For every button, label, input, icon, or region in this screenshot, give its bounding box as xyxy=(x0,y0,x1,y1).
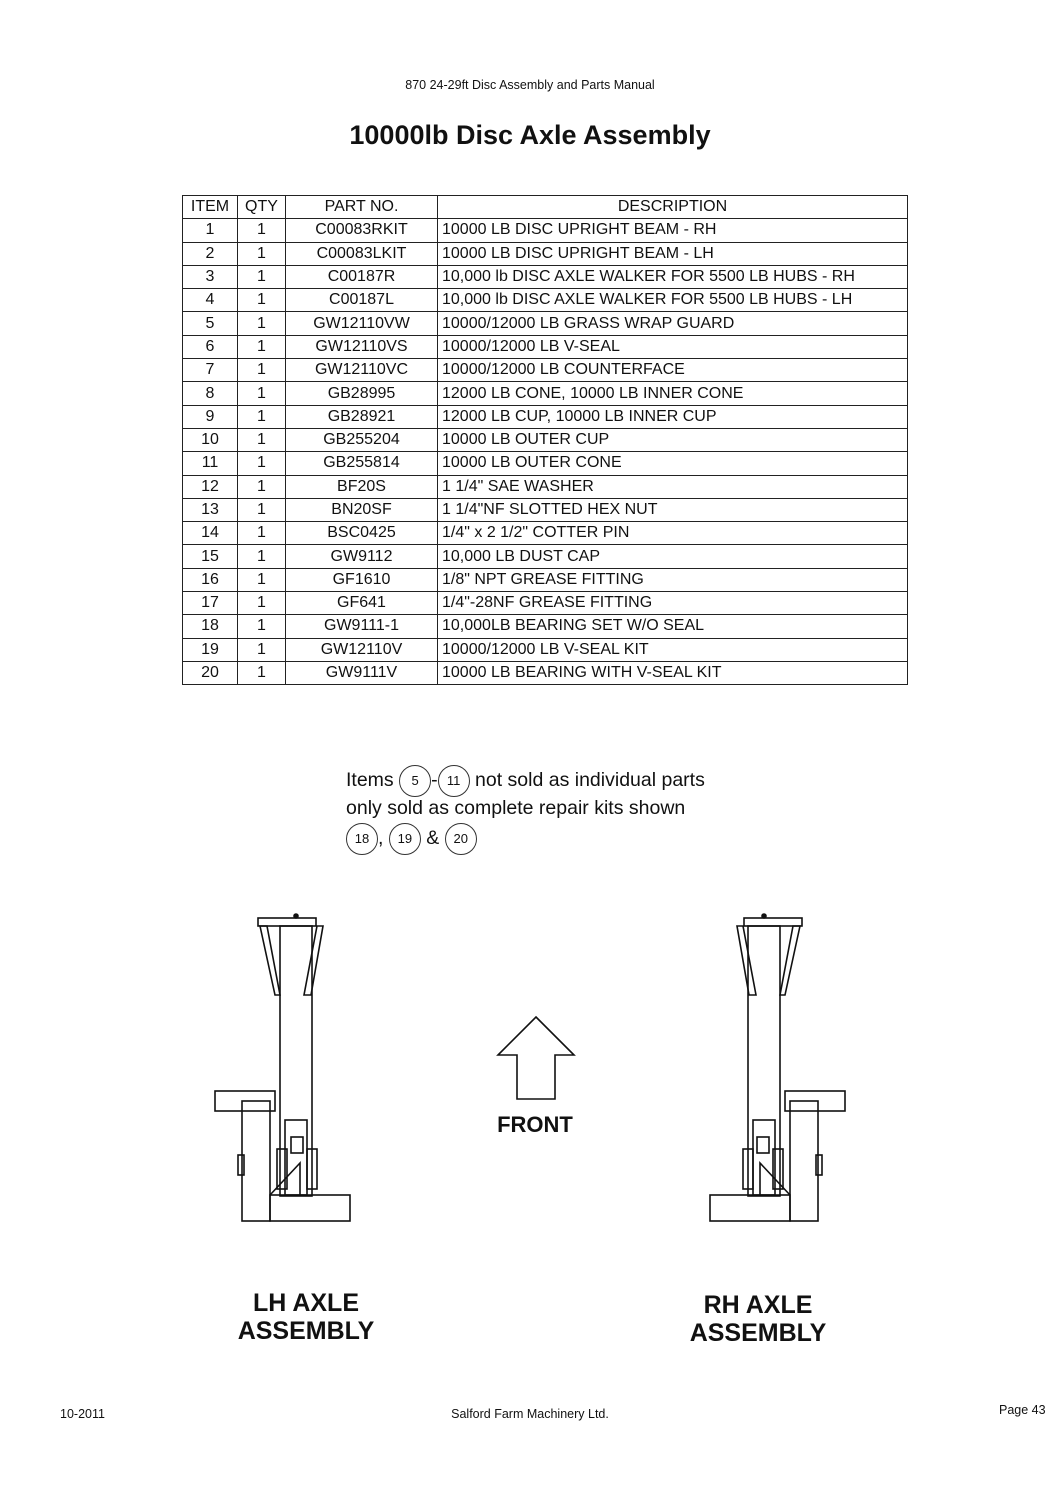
cell-part-no: GW9112 xyxy=(286,545,438,568)
cell-qty: 1 xyxy=(238,522,286,545)
lh-axle-assembly-label xyxy=(206,1289,406,1345)
column-header-description: DESCRIPTION xyxy=(438,196,908,219)
item-balloon: 5 xyxy=(399,765,431,797)
table-row xyxy=(183,428,908,451)
footer-company: Salford Farm Machinery Ltd. xyxy=(451,1407,609,1421)
cell-description: 10,000 lb DISC AXLE WALKER FOR 5500 LB HUBS - RH xyxy=(438,265,908,288)
item-balloon: 19 xyxy=(389,823,421,855)
lh-label-line-2: ASSEMBLY xyxy=(237,1317,375,1345)
cell-part-no: BF20S xyxy=(286,475,438,498)
cell-part-no: GF641 xyxy=(286,592,438,615)
cell-description: 10,000 lb DISC AXLE WALKER FOR 5500 LB HUBS - LH xyxy=(438,289,908,312)
cell-qty: 1 xyxy=(238,638,286,661)
note-items-word: Items xyxy=(346,769,394,792)
cell-part-no: GF1610 xyxy=(286,568,438,591)
cell-part-no: GW12110VC xyxy=(286,359,438,382)
cell-description: 1 1/4" SAE WASHER xyxy=(438,475,908,498)
note-line-2: only sold as complete repair kits shown xyxy=(346,797,686,819)
cell-part-no: C00083RKIT xyxy=(286,219,438,242)
table-row xyxy=(183,359,908,382)
table-row xyxy=(183,265,908,288)
table-row xyxy=(183,568,908,591)
page-title: 10000lb Disc Axle Assembly xyxy=(349,120,711,150)
cell-item: 14 xyxy=(183,522,238,545)
cell-qty: 1 xyxy=(238,661,286,684)
table-row xyxy=(183,452,908,475)
cell-part-no: GB255204 xyxy=(286,428,438,451)
cell-qty: 1 xyxy=(238,335,286,358)
lh-axle-drawing xyxy=(205,905,365,1245)
cell-part-no: GB255814 xyxy=(286,452,438,475)
cell-description: 10000/12000 LB V-SEAL KIT xyxy=(438,638,908,661)
note-line-1-tail: not sold as individual parts xyxy=(475,769,705,792)
rh-label-line-2: ASSEMBLY xyxy=(689,1319,827,1347)
cell-description: 10,000 LB DUST CAP xyxy=(438,545,908,568)
table-row xyxy=(183,638,908,661)
table-row xyxy=(183,615,908,638)
table-row xyxy=(183,382,908,405)
cell-description: 12000 LB CONE, 10000 LB INNER CONE xyxy=(438,382,908,405)
cell-qty: 1 xyxy=(238,475,286,498)
cell-description: 10000/12000 LB V-SEAL xyxy=(438,335,908,358)
cell-qty: 1 xyxy=(238,498,286,521)
cell-part-no: GW12110VS xyxy=(286,335,438,358)
front-arrow-icon xyxy=(494,1014,578,1102)
manual-header: 870 24-29ft Disc Assembly and Parts Manual xyxy=(405,78,655,92)
rh-axle-assembly-label xyxy=(658,1291,858,1347)
cell-item: 4 xyxy=(183,289,238,312)
table-row xyxy=(183,475,908,498)
cell-item: 7 xyxy=(183,359,238,382)
cell-part-no: GW9111V xyxy=(286,661,438,684)
cell-description: 1/4"-28NF GREASE FITTING xyxy=(438,592,908,615)
cell-part-no: C00187R xyxy=(286,265,438,288)
cell-qty: 1 xyxy=(238,592,286,615)
cell-qty: 1 xyxy=(238,568,286,591)
item-balloon: 20 xyxy=(445,823,477,855)
cell-item: 16 xyxy=(183,568,238,591)
footer-page-number: Page 43 xyxy=(999,1403,1046,1417)
table-row xyxy=(183,219,908,242)
table-row xyxy=(183,312,908,335)
lh-label-line-1: LH AXLE xyxy=(252,1289,360,1317)
cell-item: 2 xyxy=(183,242,238,265)
cell-description: 10000 LB OUTER CONE xyxy=(438,452,908,475)
table-row xyxy=(183,522,908,545)
cell-qty: 1 xyxy=(238,359,286,382)
cell-description: 10000 LB DISC UPRIGHT BEAM - RH xyxy=(438,219,908,242)
cell-qty: 1 xyxy=(238,615,286,638)
cell-item: 6 xyxy=(183,335,238,358)
cell-item: 11 xyxy=(183,452,238,475)
item-balloon: 18 xyxy=(346,823,378,855)
cell-item: 15 xyxy=(183,545,238,568)
cell-item: 17 xyxy=(183,592,238,615)
cell-part-no: C00187L xyxy=(286,289,438,312)
table-row xyxy=(183,498,908,521)
rh-label-line-1: RH AXLE xyxy=(703,1291,813,1319)
column-header-qty: QTY xyxy=(238,196,286,219)
table-header-row xyxy=(183,196,908,219)
note-line-1 xyxy=(346,765,705,797)
cell-part-no: GW12110VW xyxy=(286,312,438,335)
cell-part-no: BSC0425 xyxy=(286,522,438,545)
cell-description: 10000/12000 LB GRASS WRAP GUARD xyxy=(438,312,908,335)
cell-item: 19 xyxy=(183,638,238,661)
cell-description: 10000 LB OUTER CUP xyxy=(438,428,908,451)
cell-item: 10 xyxy=(183,428,238,451)
note-comma: , xyxy=(378,827,384,850)
note-ampersand: & xyxy=(426,827,440,850)
cell-qty: 1 xyxy=(238,312,286,335)
cell-part-no: C00083LKIT xyxy=(286,242,438,265)
cell-item: 3 xyxy=(183,265,238,288)
cell-qty: 1 xyxy=(238,382,286,405)
table-row xyxy=(183,335,908,358)
cell-description: 1/4" x 2 1/2" COTTER PIN xyxy=(438,522,908,545)
table-row xyxy=(183,242,908,265)
cell-description: 10000 LB BEARING WITH V-SEAL KIT xyxy=(438,661,908,684)
cell-description: 1/8" NPT GREASE FITTING xyxy=(438,568,908,591)
note-line-3 xyxy=(346,823,477,855)
parts-table-body xyxy=(183,219,908,685)
cell-part-no: BN20SF xyxy=(286,498,438,521)
note-dash: - xyxy=(431,769,438,792)
cell-description: 10,000LB BEARING SET W/O SEAL xyxy=(438,615,908,638)
cell-description: 10000/12000 LB COUNTERFACE xyxy=(438,359,908,382)
cell-item: 20 xyxy=(183,661,238,684)
table-row xyxy=(183,405,908,428)
cell-qty: 1 xyxy=(238,405,286,428)
column-header-part-no: PART NO. xyxy=(286,196,438,219)
item-balloon: 11 xyxy=(438,765,470,797)
cell-qty: 1 xyxy=(238,452,286,475)
column-header-item: ITEM xyxy=(183,196,238,219)
rh-axle-drawing xyxy=(695,905,855,1245)
cell-part-no: GB28995 xyxy=(286,382,438,405)
cell-description: 10000 LB DISC UPRIGHT BEAM - LH xyxy=(438,242,908,265)
cell-qty: 1 xyxy=(238,428,286,451)
cell-part-no: GW9111-1 xyxy=(286,615,438,638)
cell-part-no: GB28921 xyxy=(286,405,438,428)
cell-description: 1 1/4"NF SLOTTED HEX NUT xyxy=(438,498,908,521)
cell-item: 9 xyxy=(183,405,238,428)
cell-description: 12000 LB CUP, 10000 LB INNER CUP xyxy=(438,405,908,428)
table-row xyxy=(183,592,908,615)
cell-item: 1 xyxy=(183,219,238,242)
table-row xyxy=(183,289,908,312)
cell-qty: 1 xyxy=(238,289,286,312)
cell-qty: 1 xyxy=(238,242,286,265)
cell-qty: 1 xyxy=(238,545,286,568)
cell-qty: 1 xyxy=(238,265,286,288)
parts-table xyxy=(182,195,908,685)
cell-item: 13 xyxy=(183,498,238,521)
cell-item: 5 xyxy=(183,312,238,335)
cell-qty: 1 xyxy=(238,219,286,242)
table-row xyxy=(183,661,908,684)
cell-item: 18 xyxy=(183,615,238,638)
table-row xyxy=(183,545,908,568)
cell-part-no: GW12110V xyxy=(286,638,438,661)
front-label: FRONT xyxy=(497,1112,573,1137)
cell-item: 8 xyxy=(183,382,238,405)
cell-item: 12 xyxy=(183,475,238,498)
footer-date: 10-2011 xyxy=(60,1407,105,1421)
